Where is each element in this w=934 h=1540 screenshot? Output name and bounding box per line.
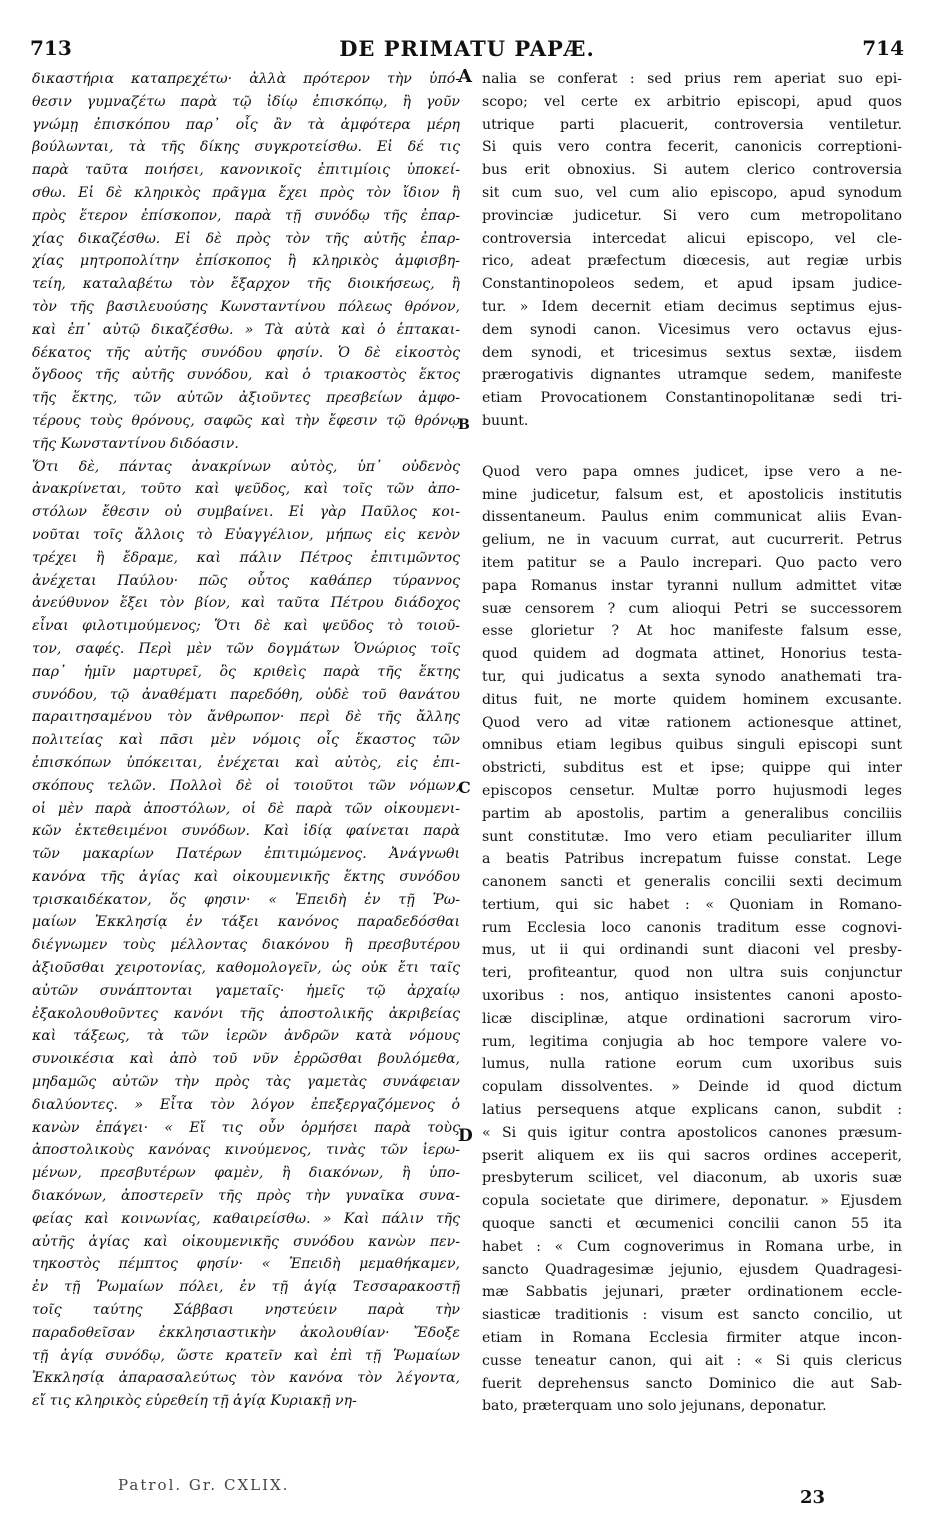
text-line: cusse teneatur canon, qui ait : « Si quis clericus — [482, 1352, 902, 1369]
page-header — [30, 36, 904, 66]
text-line: ἐξακολουθοῦντες κανόνι τῆς ἀποστολικῆς ἀκριβείας — [32, 1005, 460, 1022]
text-line: ὄγδοος τῆς αὐτῆς συνόδου, καὶ ὁ τριακοστὸς ἕκτος — [32, 367, 460, 384]
text-line: teri, profiteantur, quod non ultra suis conjunctur — [482, 965, 902, 982]
text-line: bus erit obnoxius. Si autem clerico controversia — [482, 162, 902, 179]
text-line: οἱ μὲν παρὰ ἀποστόλων, οἱ δὲ παρὰ τῶν οἰκουμενι- — [32, 800, 460, 817]
text-line: canonem sancti et generalis concilii sexti decimum — [482, 874, 902, 891]
latin-paragraph-1 — [482, 68, 902, 433]
greek-text-column — [32, 68, 460, 1413]
text-line: παραιτησαμένου τὸν ἄνθρωπον· περὶ δὲ τῆς ἄλλης — [32, 709, 460, 726]
text-line: τρισκαιδέκατον, ὅς φησιν· « Ἐπειδὴ ἐν τῇ Ῥω- — [32, 891, 460, 908]
text-line: uxoribus : nos, antiquo insistentes canoni aposto- — [482, 988, 902, 1005]
text-line: ἐν τῇ Ῥωμαίων πόλει, ἐν τῇ ἁγίᾳ Τεσσαρακοστῇ — [32, 1279, 460, 1296]
text-line: item patitur se a Paulo increpari. Quo pacto vero — [482, 554, 902, 571]
text-line: Quod vero ad vitæ rationem actionesque attinet, — [482, 714, 902, 731]
text-line: εἶναι φιλοτιμούμενος; Ὅτι δὲ καὶ ψεῦδος τὸ τοιοῦ- — [32, 618, 460, 635]
text-line: buunt. — [482, 412, 529, 429]
text-line: συνοικέσια καὶ ἀπὸ τοῦ νῦν ἐρρῶσθαι βουλόμεθα, — [32, 1051, 460, 1068]
text-line: ἀνακρίνεται, τοῦτο καὶ ψεῦδος, καὶ τοῖς τῶν ἀπο- — [32, 481, 460, 498]
text-line: dem synodi, et tricesimus sextus sextæ, iisdem — [482, 344, 902, 361]
text-line: copula societate que dirimere, deponatur. » Ejusdem — [482, 1193, 902, 1210]
text-line: dissentaneum. Paulus enim communicat aliis Evan- — [482, 509, 902, 526]
text-line: esse glorietur ? At hoc manifeste falsum esse, — [482, 623, 902, 640]
text-line: τηκοστὸς πέμπτος φησίν· « Ἐπειδὴ μεμαθήκαμεν, — [32, 1256, 460, 1273]
latin-paragraph-2 — [482, 461, 902, 1418]
text-line: obstricti, subditus est et ipse; quippe qui inter — [482, 760, 902, 777]
text-line: etiam in Romana Ecclesia firmiter atque incon- — [482, 1330, 902, 1347]
text-line: δέκατος τῆς αὐτῆς συνόδου φησίν. Ὁ δὲ εἰκοστὸς — [32, 344, 460, 361]
text-line: τείη, καταλαβέτω τὸν ἔξαρχον τῆς διοικήσεως, ἢ — [32, 276, 460, 293]
text-line: εἴ τις κληρικὸς εὑρεθείη τῇ ἁγίᾳ Κυριακῇ νη- — [32, 1393, 357, 1410]
text-line: partim ab apostolis, partim a generalibus conciliis — [482, 805, 902, 822]
latin-text-column — [482, 68, 902, 1418]
text-line: τοῖς ταύτης Σάββασι νηστεύειν παρὰ τὴν — [32, 1302, 460, 1319]
text-line: καὶ τάξεως, τὰ τῶν ἱερῶν ἀνδρῶν κατὰ νόμους — [32, 1028, 460, 1045]
text-line: licæ disciplinæ, atque ordinationi sacrorum viro- — [482, 1010, 902, 1027]
text-line: τῆς ἕκτης, τῶν αὐτῶν ἀξιοῦντες πρεσβείων ἀμφο- — [32, 390, 460, 407]
text-line: habet : « Cum cognoverimus in Romana urbe, in — [482, 1238, 902, 1255]
text-line: σκόπους τελῶν. Πολλοὶ δὲ οἱ τοιοῦτοι τῶν νόμων, — [32, 777, 460, 794]
text-line: παρὰ ταῦτα ποιήσει, κανονικοῖς ἐπιτιμίοις ὑποκεί- — [32, 162, 460, 179]
text-line: etiam Provocationem Constantinopolitanæ sedi tri- — [482, 390, 902, 407]
text-line: scopo; vel certe ex arbitrio episcopi, apud quos — [482, 93, 902, 110]
footer-signature: Patrol. Gr. CXLIX. — [118, 1476, 290, 1494]
text-line: ἐπισκόπων ὑπόκειται, ἐνέχεται καὶ αὐτὸς, εἰς ἐπι- — [32, 754, 460, 771]
text-line: quod quidem ad dogmata attinet, Honorius testa- — [482, 646, 902, 663]
text-line: rum, legitima conjugia ab hoc tempore valere vo- — [482, 1033, 902, 1050]
text-line: a beatis Patribus increpatum fuisse constat. Lege — [482, 851, 902, 868]
text-line: διαλύοντες. » Εἶτα τὸν λόγον ἐπεξεργαζόμενος ὁ — [32, 1096, 460, 1113]
signature-number: 23 — [800, 1487, 826, 1508]
text-line: αὐτῶν συνάπτονται γαμεταῖς· ἡμεῖς τῷ ἀρχαίῳ — [32, 982, 460, 999]
text-line: latius persequens atque explicans canon, subdit : — [482, 1102, 902, 1119]
text-line: papa Romanus instar tyranni nullum admittet vitæ — [482, 577, 902, 594]
margin-marker-a: A — [458, 66, 472, 87]
text-line: omnibus etiam legibus quibus singuli episcopi sunt — [482, 737, 902, 754]
text-line: presbyterum scilicet, vel diaconum, ab uxoris suæ — [482, 1170, 902, 1187]
text-line: quoque sancti et œcumenici concilii canon 55 ita — [482, 1216, 902, 1233]
text-line: δικαστήρια καταπρεχέτω· ἀλλὰ πρότερον τὴν ὑπό- — [32, 71, 460, 87]
text-line: κῶν ἐκτεθειμένοι συνόδων. Καὶ ἰδίᾳ φαίνεται παρὰ — [32, 823, 460, 840]
text-line: αὐτῆς ἁγίας καὶ οἰκουμενικῆς συνόδου κανὼν πεν- — [32, 1233, 460, 1250]
text-line: dem synodi canon. Vicesimus vero octavus ejus- — [482, 321, 902, 338]
text-line: copulam dissolventes. » Deinde id quod dictum — [482, 1079, 902, 1096]
margin-marker-c: C — [458, 778, 471, 797]
text-line: μαίων Ἐκκλησίᾳ ἐν τάξει κανόνος παραδεδόσθαι — [32, 914, 460, 931]
text-line: utrique parti placuerit, controversia ventiletur. — [482, 116, 902, 133]
text-line: ἀνέχεται Παύλου· πῶς οὗτος καθάπερ τύραννος — [32, 572, 460, 589]
text-line: nalia se conferat : sed prius rem aperiat suo epi- — [482, 71, 902, 87]
text-line: κανόνα τῆς ἁγίας καὶ οἰκουμενικῆς ἕκτης συνόδου — [32, 868, 460, 885]
text-line: παρ᾽ ἡμῖν μαρτυρεῖ, ὃς κριθεὶς παρὰ τῆς ἕκτης — [32, 663, 460, 680]
text-line: prærogativis dignantes utramque sedem, manifeste — [482, 367, 902, 384]
text-line: sunt constitutæ. Imo vero etiam peculiariter illum — [482, 828, 902, 845]
text-line: tur. » Idem decernit etiam decimus septimus ejus- — [482, 298, 902, 315]
text-line: βούλωνται, τὰ τῆς δίκης συγκροτείσθω. Εἰ δέ τις — [32, 139, 460, 156]
text-line: mæ Sabbatis jejunari, præter ordinationem eccle- — [482, 1284, 902, 1301]
text-line: τὸν τῆς βασιλευούσης Κωνσταντίνου πόλεως θρόνον, — [32, 298, 460, 315]
text-line: controversia intercedat alicui episcopo, vel cle- — [482, 230, 902, 247]
text-line: συνόδου, τῷ ἀναθέματι παρεδόθη, οὐδὲ τοῦ θανάτου — [32, 686, 460, 703]
text-line: πρὸς ἕτερον ἐπίσκοπον, παρὰ τῇ συνόδῳ τῆς ἐπαρ- — [32, 207, 460, 224]
text-line: mus, ut ii qui ordinandi sunt diaconi vel presby- — [482, 942, 902, 959]
text-line: διέγνωμεν τοὺς μέλλοντας διακόνου ἢ πρεσβυτέρου — [32, 937, 460, 954]
text-line: « Si quis igitur contra apostolicos canones præsum- — [482, 1124, 902, 1141]
text-line: suæ censorem ? cum alioqui Petri se successorem — [482, 600, 902, 617]
text-line: siasticæ traditionis : visum est sancto concilio, ut — [482, 1307, 902, 1324]
text-line: sit cum suo, vel cum alio episcopo, apud synodum — [482, 184, 902, 201]
text-line: rum Ecclesia loco canonis traditum esse cognovi- — [482, 919, 902, 936]
text-line: sancto Quadragesimæ jejunio, ejusdem Quadragesi- — [482, 1261, 902, 1278]
text-line: bato, præterquam uno solo jejunans, deponatur. — [482, 1398, 827, 1415]
text-line: ditus fuit, ne morte quidem hominem excusante. — [482, 691, 902, 708]
text-line: rico, adeat præfectum diœcesis, aut regiæ urbis — [482, 253, 902, 270]
text-line: στόλων ἔθεσιν οὐ συμβαίνει. Εἰ γὰρ Παῦλος κοι- — [32, 504, 460, 521]
margin-marker-b: B — [458, 417, 470, 433]
text-line: τῆς Κωνσταντίνου διδόασιν. — [32, 435, 239, 452]
text-line: provinciæ judicetur. Si vero cum metropolitano — [482, 207, 902, 224]
text-line: ἀνεύθυνον ἕξει τὸν βίον, καὶ ταῦτα Πέτρου διάδοχος — [32, 595, 460, 612]
text-line: μένων, πρεσβυτέρων φαμὲν, ἢ διακόνων, ἢ ὑπο- — [32, 1165, 460, 1182]
text-line: παραδοθεῖσαν ἐκκλησιαστικὴν ἀκολουθίαν· Ἔδοξε — [32, 1324, 460, 1341]
text-line: θεσιν γυμναζέτω παρὰ τῷ ἰδίῳ ἐπισκόπῳ, ἢ γοῦν — [32, 93, 460, 110]
text-line: μηδαμῶς αὐτῶν τὴν πρὸς τὰς γαμετὰς συνάφειαν — [32, 1074, 460, 1091]
page-number-left: 713 — [30, 36, 72, 60]
text-line: Ὅτι δὲ, πάντας ἀνακρίνων αὐτὸς, ὑπ᾽ οὐδενὸς — [32, 458, 460, 475]
text-line: πολιτείας καὶ πᾶσι μὲν νόμοις οἷς ἕκαστος τῶν — [32, 732, 460, 749]
text-line: χίας δικαζέσθω. Εἰ δὲ πρὸς τὸν τῆς αὐτῆς ἐπαρ- — [32, 230, 460, 247]
text-line: διακόνων, ἀποστερεῖν τῆς πρὸς τὴν γυναῖκα συνα- — [32, 1188, 460, 1205]
text-line: Si quis vero contra fecerit, canonicis correptioni- — [482, 139, 902, 156]
text-line: γνώμῃ ἐπισκόπου παρ᾽ οἷς ἂν τὰ ἀμφότερα μέρη — [32, 116, 460, 133]
text-line: τρέχει ἢ ἔδραμε, καὶ πάλιν Πέτρος ἐπιτιμῶντος — [32, 549, 460, 566]
text-line: τέρους τοὺς θρόνους, σαφῶς καὶ τὴν ἔφεσιν τῷ θρόνῳ — [32, 412, 460, 429]
text-line: κανὼν ἐπάγει· « Εἴ τις οὖν ὁρμήσει παρὰ τοὺς — [32, 1119, 460, 1136]
page-number-right: 714 — [862, 36, 904, 60]
running-title: DE PRIMATU PAPÆ. — [339, 36, 595, 61]
text-line: Quod vero papa omnes judicet, ipse vero a ne- — [482, 463, 902, 480]
text-line: ἀποστολικοὺς κανόνας κινούμενος, τινὰς τῶν ἱερω- — [32, 1142, 460, 1159]
text-line: tertium, qui sic habet : « Quoniam in Romano- — [482, 896, 902, 913]
text-line: ἀξιοῦσθαι χειροτονίας, καθομολογεῖν, ὡς οὐκ ἔτι ταῖς — [32, 960, 460, 977]
text-line: σθω. Εἰ δὲ κληρικὸς πρᾶγμα ἔχει πρὸς τὸν ἴδιον ἢ — [32, 184, 460, 201]
text-line: mine judicetur, falsum est, et apostolicis institutis — [482, 486, 902, 503]
text-line: fuerit deprehensus sancto Dominico die aut Sab- — [482, 1375, 902, 1392]
text-line: φείας καὶ κοινωνίας, καθαιρείσθω. » Καὶ πάλιν τῆς — [32, 1210, 460, 1227]
text-line: καὶ ἐπ᾽ αὐτῷ δικαζέσθω. » Τὰ αὐτὰ καὶ ὁ ἑπτακαι- — [32, 321, 460, 338]
margin-marker-d: D — [458, 1126, 473, 1146]
text-line: lumus, nulla ratione eorum cum uxoribus suis — [482, 1056, 902, 1073]
text-line: gelium, ne in vacuum currat, aut cucurrerit. Petrus — [482, 532, 902, 549]
text-line: Constantinopoleos sedem, et apud ipsam judice- — [482, 276, 902, 293]
text-line: τῶν μακαρίων Πατέρων ἐπιτιμώμενος. Ἀνάγνωθι — [32, 846, 460, 863]
text-line: tur, qui judicatus a sexta synodo anathemati tra- — [482, 668, 902, 685]
text-line: χίας μητροπολίτην ἐπίσκοπος ἢ κληρικὸς ἀμφισβη- — [32, 253, 460, 270]
text-line: νοῦται τοῖς ἄλλοις τὸ Εὐαγγέλιον, μήπως εἰς κενὸν — [32, 526, 460, 543]
text-line: pserit aliquem ex iis qui sacros ordines acceperit, — [482, 1147, 902, 1164]
text-line: Ἐκκλησίᾳ ἀπαρασαλεύτως τὸν κανόνα τὸν λέγοντα, — [32, 1370, 460, 1387]
text-line: episcopos censetur. Multæ porro hujusmodi leges — [482, 782, 902, 799]
text-line: τον, σαφές. Περὶ μὲν τῶν δογμάτων Ὁνώριος τοῖς — [32, 640, 460, 657]
text-line: τῇ ἁγίᾳ συνόδῳ, ὥστε κρατεῖν καὶ ἐπὶ τῇ Ῥωμαίων — [32, 1347, 460, 1364]
